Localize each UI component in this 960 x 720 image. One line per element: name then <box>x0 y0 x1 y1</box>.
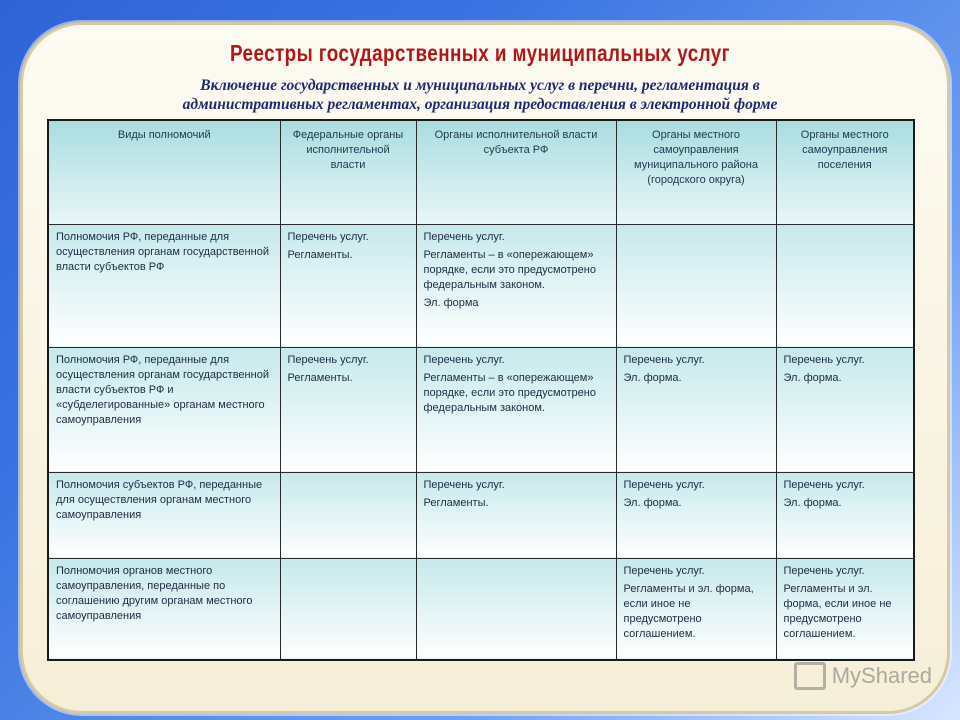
cell-federal <box>280 472 416 558</box>
services-registry-table <box>47 119 915 661</box>
cell-text: Перечень услуг. <box>783 478 865 491</box>
cell-settlement <box>776 224 914 347</box>
cell-federal <box>280 224 416 347</box>
cell-text: Регламенты и эл. форма, если иное не предусмотрено соглашением. <box>623 582 754 640</box>
cell-text: Регламенты и эл. форма, если иное не предусмотрено соглашением. <box>783 582 892 640</box>
table-row <box>48 472 914 558</box>
table-row <box>48 347 914 472</box>
cell-district <box>616 224 776 347</box>
cell-settlement <box>776 558 914 660</box>
presentation-icon <box>794 662 826 690</box>
cell-federal <box>280 347 416 472</box>
cell-text: Эл. форма. <box>623 496 682 509</box>
cell-text: Перечень услуг. <box>423 478 505 491</box>
cell-text: Перечень услуг. <box>423 230 505 243</box>
row-label: Полномочия органов местного самоуправления, переданные по соглашению другим органам местного самоуправления <box>48 558 280 660</box>
cell-text: Эл. форма. <box>783 371 842 384</box>
cell-text: Регламенты – в «опережающем» порядке, если это предусмотрено федеральным законом. <box>423 248 596 291</box>
cell-settlement <box>776 347 914 472</box>
cell-text: Регламенты. <box>423 496 489 509</box>
cell-district <box>616 347 776 472</box>
cell-text: Эл. форма. <box>783 496 842 509</box>
cell-text: Перечень услуг. <box>623 564 705 577</box>
subtitle-line-2: административных регламентах, организация предоставления в электронной форме <box>182 96 778 113</box>
slide-subtitle <box>100 76 860 114</box>
cell-federal <box>280 558 416 660</box>
cell-regional <box>416 472 616 558</box>
header-powers: Виды полномочий <box>48 120 280 224</box>
cell-text: Перечень услуг. <box>423 353 505 366</box>
table-header-row <box>48 120 914 224</box>
cell-text: Регламенты – в «опережающем» порядке, если это предусмотрено федеральным законом. <box>423 371 596 414</box>
slide-title: Реестры государственных и муниципальных услуг <box>230 40 730 66</box>
table-row <box>48 224 914 347</box>
cell-text: Перечень услуг. <box>783 564 865 577</box>
cell-regional <box>416 224 616 347</box>
cell-text: Перечень услуг. <box>287 353 369 366</box>
header-settlement-self-government: Органы местного самоуправления поселения <box>776 120 914 224</box>
cell-district <box>616 472 776 558</box>
table-row <box>48 558 914 660</box>
cell-regional <box>416 558 616 660</box>
cell-text: Регламенты. <box>287 371 353 384</box>
cell-text: Перечень услуг. <box>287 230 369 243</box>
subtitle-line-1: Включение государственных и муниципальных услуг в перечни, регламентация в <box>200 77 760 94</box>
row-label: Полномочия РФ, переданные для осуществления органам государственной власти субъектов РФ и «субделегированные» органам местного самоуправления <box>48 347 280 472</box>
row-label: Полномочия РФ, переданные для осуществления органам государственной власти субъектов РФ <box>48 224 280 347</box>
header-regional-bodies: Органы исполнительной власти субъекта РФ <box>416 120 616 224</box>
cell-text: Эл. форма <box>423 296 479 309</box>
watermark <box>794 662 932 690</box>
row-label: Полномочия субъектов РФ, переданные для осуществления органам местного самоуправления <box>48 472 280 558</box>
cell-district <box>616 558 776 660</box>
header-district-self-government: Органы местного самоуправления муниципального района (городского округа) <box>616 120 776 224</box>
cell-text: Регламенты. <box>287 248 353 261</box>
cell-text: Перечень услуг. <box>623 353 705 366</box>
cell-text: Перечень услуг. <box>623 478 705 491</box>
cell-settlement <box>776 472 914 558</box>
watermark-text: MyShared <box>831 663 932 688</box>
cell-text: Перечень услуг. <box>783 353 865 366</box>
cell-regional <box>416 347 616 472</box>
header-federal-bodies: Федеральные органы исполнительной власти <box>280 120 416 224</box>
cell-text: Эл. форма. <box>623 371 682 384</box>
